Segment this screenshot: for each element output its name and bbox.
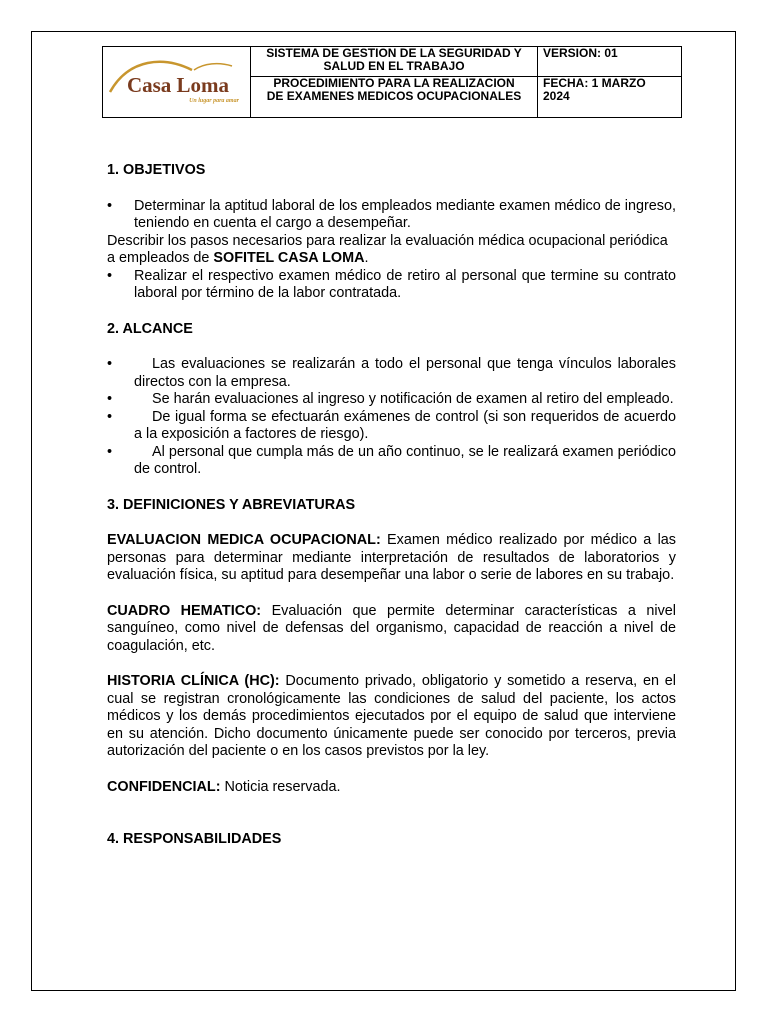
- objetivos-bullet-1: [107, 198, 676, 233]
- alcance-bullet: [107, 391, 676, 409]
- alcance-bullet: [107, 409, 676, 444]
- system-title-line2: SALUD EN EL TRABAJO: [323, 59, 465, 73]
- document-body: [107, 162, 676, 849]
- system-title-cell: [251, 47, 538, 77]
- alcance-bullet: [107, 444, 676, 479]
- document-header-table: [102, 46, 682, 118]
- definition-item: [107, 673, 676, 761]
- alcance-bullet-text: De igual forma se efectuarán exámenes de control (si son requeridos de acuerdo a la exposición a factores de riesgo).: [134, 408, 676, 442]
- alcance-bullet-text: Las evaluaciones se realizarán a todo el personal que tenga vínculos laborales directos con la empresa.: [134, 356, 676, 390]
- procedure-title-line2: DE EXAMENES MEDICOS OCUPACIONALES: [266, 89, 522, 103]
- bullet-icon: •: [107, 443, 113, 460]
- system-title-line1: SISTEMA DE GESTION DE LA SEGURIDAD Y: [266, 46, 522, 60]
- section-objetivos-title: 1. OBJETIVOS: [107, 162, 206, 178]
- logo-wordmark: Casa Loma: [126, 72, 229, 97]
- definition-text: Examen médico realizado por médico a las personas para determinar mediante interpretación de resultados de laboratorios y evaluación física, su aptitud para desempeñar una labor o serie de labores en su trabajo.: [107, 532, 676, 583]
- objetivos-bullet-2-text: Realizar el respectivo examen médico de retiro al personal que termine su contrato laboral por término de la labor contratada.: [134, 267, 676, 301]
- definition-item: [107, 532, 676, 585]
- casa-loma-logo-icon: [104, 48, 250, 114]
- bullet-icon: •: [107, 356, 113, 372]
- bullet-icon: •: [107, 267, 113, 284]
- objetivos-bullet-2: [107, 268, 676, 303]
- definition-term: CUADRO HEMATICO:: [107, 602, 262, 619]
- logo-tagline: Un lugar para amar: [188, 97, 239, 104]
- date-cell: [538, 77, 682, 118]
- company-name: SOFITEL CASA LOMA: [213, 250, 365, 266]
- alcance-bullet-text: Al personal que cumpla más de un año continuo, se le realizará examen periódico de control.: [134, 443, 676, 477]
- section-alcance-title: 2. ALCANCE: [107, 320, 193, 337]
- version-label: VERSION: 01: [543, 46, 618, 60]
- section-responsabilidades-title: 4. RESPONSABILIDADES: [107, 831, 282, 847]
- objetivos-paragraph: [107, 233, 676, 268]
- definition-term: CONFIDENCIAL:: [107, 778, 221, 795]
- definition-text: Noticia reservada.: [220, 778, 341, 795]
- alcance-bullet: [107, 356, 676, 391]
- bullet-icon: •: [107, 391, 113, 407]
- bullet-icon: •: [107, 197, 113, 214]
- definition-text: Evaluación que permite determinar características a nivel sanguíneo, como nivel de defensas del organismo, capacidad de reacción a nivel de coagulación, etc.: [107, 602, 676, 654]
- section-definiciones-title: 3. DEFINICIONES Y ABREVIATURAS: [107, 496, 356, 513]
- definition-term: HISTORIA CLÍNICA (HC):: [107, 673, 280, 689]
- date-line2: 2024: [543, 89, 570, 103]
- objetivos-paragraph-text: Describir los pasos necesarios para realizar la evaluación médica ocupacional periódica a empleados de: [107, 232, 668, 266]
- procedure-title-line1: PROCEDIMIENTO PARA LA REALIZACION: [273, 76, 515, 90]
- definition-text: Documento privado, obligatorio y sometido a reserva, en el cual se registran cronológicamente las condiciones de salud del paciente, los actos médicos y los demás procedimientos ejecutados por el equipo de salud que interviene en su atención. Dicho documento únicamente puede ser conocido por terceros, previa autorización del paciente o en los casos previstos por la ley.: [107, 673, 676, 759]
- bullet-icon: •: [107, 408, 113, 425]
- definition-term: EVALUACION MEDICA OCUPACIONAL:: [107, 532, 381, 548]
- definition-item: [107, 603, 676, 656]
- date-line1: FECHA: 1 MARZO: [543, 76, 646, 90]
- objetivos-bullet-1-text: Determinar la aptitud laboral de los empleados mediante examen médico de ingreso, teniendo en cuenta el cargo a desempeñar.: [134, 197, 676, 231]
- company-logo: [103, 47, 251, 118]
- version-cell: [538, 47, 682, 77]
- definition-item: [107, 779, 676, 797]
- objetivos-paragraph-end: .: [364, 250, 369, 266]
- procedure-title-cell: [251, 77, 538, 118]
- alcance-bullet-text: Se harán evaluaciones al ingreso y notificación de examen al retiro del empleado.: [152, 391, 674, 407]
